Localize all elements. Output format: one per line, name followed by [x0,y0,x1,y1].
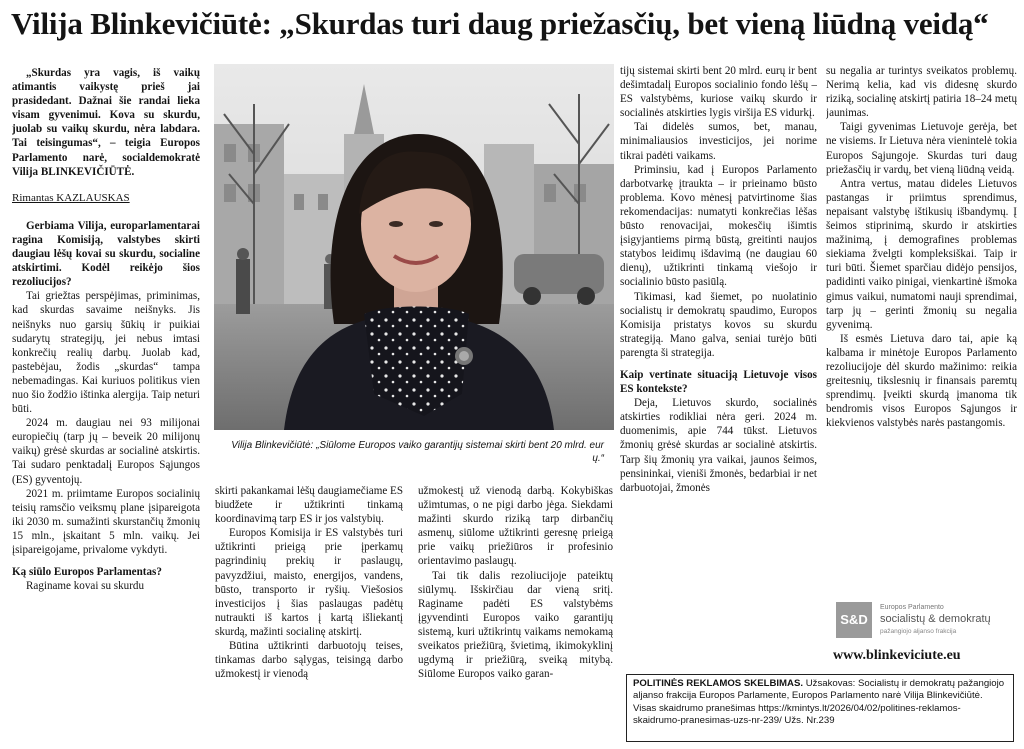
website-url: www.blinkeviciute.eu [833,648,961,663]
photo-caption: Vilija Blinkevičiūtė: „Siūlome Europos vaiko garantijų sistemai skirti bent 20 mlrd. eur ų.“ [231,440,604,464]
paragraph: užmokestį už vienodą darbą. Kokybiškas užimtumas, o ne pigi darbo jėga. Siekdami mažinti skurdo riziką tarp dirbančių asmenų, siūlome užtikrinti geresnę prieigą prie vaikų priežiūros ir profesinio orientavimo paslaugų. [418,485,613,568]
article-column-4 [620,64,817,746]
paragraph: Antra vertus, matau dideles Lietuvos pastangas ir priimtus sprendimus, nepaisant valstybę ištikusių išbandymų. Į šeimos stiprinimą, skurdo ir atskirties mažinimą, į demografines problemas siekiama žvelgti kompleksiškai. Taip ir turi būti. Šiemet sparčiau didėjo pensijos, padidinti vaiko pinigai, vienkartinė išmoka gimus vaikui, numatomi nauji sprendimai, tarp jų – gerinti žmonių su negalia gyvenimą. [826,177,1017,331]
portrait-photo [214,64,614,430]
sd-logo-mark: S&D [836,602,872,638]
paragraph: Europos Komisija ir ES valstybės turi užtikrinti prieigą prie įperkamų pagrindinių prekių ir paslaugų, pavyzdžiui, maisto, energijos, vandens, būsto, transporto ir ryšių. Viešosios investicijos į šias paslaugas padėtų nutraukti iš kartos į kartą išliekantį skurdą, mažinti socialinę atskirtį. [215,527,403,638]
interview-question-1: Gerbiama Vilija, europarlamentarai ragina Komisiją, valstybes skirti daugiau lėšų kovai su skurdu, socialine atskirtimi. Kodėl reikėjo šios rezoliucijos? [12,219,200,289]
political-ad-notice [626,674,1014,742]
ad-notice-title: POLITINĖS REKLAMOS SKELBIMAS. [633,678,804,689]
lead-paragraph: „Skurdas yra vagis, iš vaikų atimantis vaikystę prieš jai prasidedant. Dažnai šie randai lieka visam gyvenimui. Kova su skurdu, juolab su vaikų skurdu, nėra labdara. Tai teisingumas“, – teigia Europos Parlamento narė, socialdemokratė Vilija BLINKEVIČIŪTĖ. [12,67,200,178]
paragraph: Raginame kovai su skurdu [26,580,145,593]
paragraph: Tai tik dalis rezoliucijoje pateiktų siūlymų. Išskirčiau dar vieną sritį. Raginame padėti ES valstybėms įgyvendinti Europos vaiko garantijų sistemą, kuri užtikrintų vaikams nemokamą sveikatos priežiūrą, švietimą, ikimokyklinį ugdymą ir priežiūrą, sveiką mitybą. Siūlome Europos vaiko garan- [418,569,613,681]
article-column-5 [826,64,1017,584]
paragraph: 2021 m. priimtame Europos socialinių teisių ramsčio veiksmų plane įsipareigota iki 2030 m. sumažinti skurstančių žmonių 15 mln., įskaitant 5 mln. vaikų. Jei įsipareigojame, privalome vykdyti. [12,487,200,556]
paragraph: su negalia ar turintys sveikatos problemų. Nerimą kelia, kad vis didesnę skurdo riziką, socialinę atskirtį patiria 18–24 metų jaunimas. [826,65,1017,120]
paragraph: skirti pakankamai lėšų daugiamečiame ES biudžete ir užtikrinti tinkamą koordinavimą tarp ES ir jos valstybių. [215,485,403,526]
ad-notice-body: Užsakovas: Socialistų ir demokratų pažangiojo aljanso frakcija Europos Parlamente, Europos Parlamento narė Vilija Blinkevičiūtė. Visas skaidrumo pranešimas https://kmintys.lt/2026/04/02/politines-reklamos-skaidrumo-pranesimas-uzs-nr-239/ Užs. Nr.239 [633,678,1005,727]
article-column-1 [12,66,200,746]
sd-logo [836,598,1016,642]
paragraph: Priminsiu, kad į Europos Parlamento darbotvarkę įtraukta – ir prieinamo būsto problema. Kovo mėnesį patvirtinome šias rekomendacijas: numatyti konkrečias lėšas būsto renovacijai, mokesčių išimtis įsigyjantiems pirmą būstą, greitinti naujos statybos leidimų išdavimą (ne daugiau 60 dienų), užtikrinti tinkamą viešojo ir socialinio būsto pasiūlą. [620,163,817,289]
byline: Rimantas KAZLAUSKAS [12,191,130,204]
article-column-2 [215,484,403,746]
paragraph: Taigi gyvenimas Lietuvoje gerėja, bet ne visiems. Ir Lietuva nėra vienintelė tokia Europos Sąjungoje. Skurdas turi daug priežasčių ir vardų, bet vieną liūdną veidą. [826,121,1017,176]
paragraph: Būtina užtikrinti darbuotojų teises, tinkamas darbo sąlygas, teisingą darbo užmokestį ir vienodą [215,640,403,681]
paragraph: Deja, Lietuvos skurdo, socialinės atskirties rodikliai nėra geri. 2024 m. duomenimis, apie 744 tūkst. Lietuvos žmonių grėsė skurdas ar socialinė atskirtis. Tarp šių žmonių yra vaikai, jaunos šeimos, pensininkai, vieniši žmonės, bedarbiai ir net darbuotojai, žmonės [620,397,817,494]
paragraph: Tai griežtas perspėjimas, priminimas, kad skurdas savaime neišnyks. Jis neišnyks nuo garsių šūkių ir puikiai sudarytų strategijų, jei nebus imtasi konkrečių realių darbų. Juolab kad, pastebėjau, žodis „skurdas“ tampa nebemadingas. Kai kuriuos politikus vien nuo šio žodžio ištinka alergija. Taip neturi būti. [12,290,200,416]
paragraph: 2024 m. daugiau nei 93 milijonai europiečių (tarp jų – beveik 20 milijonų vaikų) grėsė skurdas ar socialinė atskirtis. Tai sudaro penktadalį Europos Sąjungos (ES) gyventojų. [12,417,200,486]
interview-question-2: Ką siūlo Europos Parlamentas? [12,566,162,579]
paragraph: Tai didelės sumos, bet, manau, minimaliausios investicijos, jei norime tikrai padėti vaikams. [620,121,817,162]
paragraph: Iš esmės Lietuva daro tai, apie ką kalbama ir minėtoje Europos Parlamento rezoliucijoje dėl skurdo mažinimo: reikia greitesnių, tikslesnių ir finansais paremtų sprendimų. Įveikti skurdą įmanoma tik bendromis visos Europos Sąjungos ir kiekvienos valstybės narės pastangomis. [826,332,1017,430]
headline: Vilija Blinkevičiūtė: „Skurdas turi daug priežasčių, bet vieną liūdną veidą“ [11,6,989,41]
article-column-3 [418,484,613,746]
paragraph: Tikimasi, kad šiemet, po nuolatinio socialistų ir demokratų spaudimo, Europos Komisija pristatys kovos su skurdu strategiją. Mano galva, seniai turėjo būti parengta ši strategija. [620,290,817,359]
logo-line-2: socialistų & demokratų [880,613,991,625]
paragraph: tijų sistemai skirti bent 20 mlrd. eurų ir bent dešimtadalį Europos socialinio fondo lėšų – ES valstybėms, kuriose vaikų skurdo ir socialinės atskirties lygis viršija ES vidurkį. [620,65,817,120]
interview-question-3: Kaip vertinate situaciją Lietuvoje visos ES kontekste? [620,368,817,396]
logo-line-1: Europos Parlamento [880,604,944,611]
logo-line-3: pažangiojo aljanso frakcija [880,628,957,635]
